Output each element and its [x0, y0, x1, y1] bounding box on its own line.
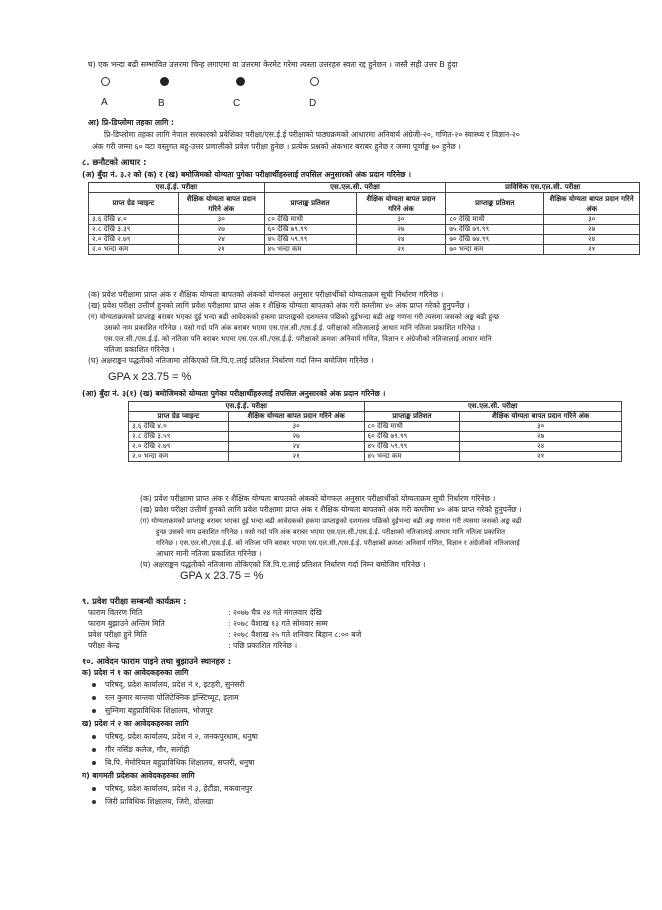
location-text: सुम्निमा बहुप्राविधिक शिक्षालय, भोजपुर: [105, 706, 213, 715]
gpa-formula: GPA x 23.75 = %: [108, 371, 192, 383]
list-item: [92, 758, 255, 768]
option-label-b: B: [158, 98, 165, 109]
table-column-header: शैक्षिक योग्यता बापत प्रदान गरिने अंक: [178, 193, 264, 215]
table-cell: ७५ देखि ७९.९९: [446, 225, 544, 235]
table-cell: ६० देखि ७९.९९: [264, 225, 356, 235]
table-cell: ७० भन्दा कम: [446, 245, 544, 255]
schedule-value: : पछि प्रकाशित गरिनेछ ।: [228, 641, 298, 650]
bullet-icon: [92, 800, 96, 804]
list-item: [92, 745, 189, 755]
table-cell: २७: [460, 432, 622, 442]
table-cell: ६० देखि ७९.९९: [364, 432, 460, 442]
table-group-header: एस.ई.ई. परीक्षा: [129, 402, 365, 412]
table-cell: २४: [544, 235, 640, 245]
note-line: (घ) अक्षराङ्कन पद्धतीको नतिजामा तोकिएको जि.पि.ए.लाई प्रतिशत निर्धारण गर्दा निम्न बमोजिम गरिनेछ ।: [88, 356, 374, 365]
province-heading: क) प्रदेश नं १ का आवेदकहरुका लागि: [82, 668, 189, 677]
schedule-value: : २०७८ वैशाख १३ गते सोमवार सम्म: [228, 619, 328, 628]
schedule-label: प्रवेश परीक्षा हुने मिति: [88, 630, 147, 639]
bullet-icon: [92, 748, 96, 752]
table-group-header: एस.एल.सी. परीक्षा: [264, 183, 446, 193]
note-line: एस.एल.सी./एस.ई.ई. को नतिजा पनि बराबर भएमा एस.एल.सी./एस.ई.ई. परीक्षाको क्रमशः अनिवार्य गणित, विज्ञान र अंग्रेजीको नतिजालाई आधार मानि: [104, 334, 492, 343]
note-line: (ख) प्रवेश परीक्षा उत्तीर्ण हुनको लागि प्रवेश परीक्षामा प्राप्त अंक र शैक्षिक योग्यता बापतको अंक गरी कम्तीमा ४० अंक प्राप्त गरेको हुनुपर्नेछ ।: [88, 301, 470, 310]
list-item: [92, 732, 258, 742]
table-column-header: शैक्षिक योग्यता बापत प्रदान गरिने अंक: [544, 193, 640, 215]
table-cell: २१: [228, 452, 364, 462]
location-text: परिषद्, प्रदेश कार्यालय, प्रदेश नं २, जनकपुरधाम, धनुषा: [105, 732, 258, 741]
note-line: आधार मानी नतिजा प्रकाशित गरिनेछ ।: [156, 549, 262, 558]
province-heading: ग) बागमती प्रदेशका आवेदकहरुका लागि: [82, 771, 195, 780]
list-item: [92, 797, 213, 807]
table-cell: ३.६ देखि ४.०: [129, 422, 229, 432]
option-label-d: D: [309, 98, 317, 109]
schedule-row: [88, 641, 297, 651]
schedule-label: परीक्षा केन्द्र: [88, 641, 120, 650]
table-column-header: शैक्षिक योग्यता बापत प्रदान गरिने अंक: [356, 193, 446, 215]
table-cell: २४: [460, 442, 622, 452]
table-cell: २१: [460, 452, 622, 462]
note-line: (ग) योग्यताक्रमको प्राप्ताङ्क बराबर भएका दुई भन्दा बढी आवेदकको हकमा प्राप्ताङ्कको दशमलव पछिको दुईभन्दा बढी अङ्क गणना गरी त्यसमा जसको अङ्क बढी हुन्छ: [88, 312, 500, 321]
table-column-header: प्राप्त ग्रेड प्वाइन्ट: [89, 193, 179, 215]
table-cell: ४५ देखि ५९.९९: [264, 235, 356, 245]
note-line: नतिजा प्रकाशित गरिनेछ ।: [104, 345, 175, 354]
bullet-icon: [92, 696, 96, 700]
table-cell: २१: [178, 245, 264, 255]
option-circle-c: [236, 77, 245, 86]
table-row: [129, 422, 622, 432]
pre-diploma-text: प्रि-डिप्लोमा तहका लागि नेपाल सरकारको प्रवेशिका परीक्षा/एस.ई.ई परीक्षाको पाठ्यक्रमको आधारमा अनिवार्य अंग्रेजी-२०, गणित-२० स्वास्थ्य र विज्ञान-२०: [104, 130, 520, 139]
table-column-header: प्राप्त ग्रेड प्वाइन्ट: [129, 412, 229, 422]
pre-diploma-heading: आ) प्रि-डिप्लोमा तहका लागि :: [88, 118, 174, 127]
table-cell: ३०: [178, 215, 264, 225]
table-cell: ८० देखि माथी: [446, 215, 544, 225]
note-line: (घ) अक्षराङ्कन पद्धतीको नतिजामा तोकिएको जि.पि.ए.लाई प्रतिशत निर्धारण गर्दा निम्न बमोजिम गरिनेछ ।: [140, 560, 426, 569]
location-text: बि.पि. मेमोरियल बहुप्राविधिक शिक्षालय, सप्तरी, धनुषा: [105, 758, 255, 767]
province-heading: ख) प्रदेश नं २ का आवेदकहरुका लागि: [82, 719, 189, 728]
marks-table-b: [128, 401, 622, 462]
table-cell: ३०: [228, 422, 364, 432]
option-label-c: C: [233, 98, 241, 109]
section-8a-heading: (अ) बुँदा नं. ३.२ को (क) र (ख) बमोजिमको योग्यता पुगेका परीक्षार्थीहरुलाई तपसिल अनुसारको अंक प्रदान गरिनेछ ।: [82, 170, 411, 179]
table-row: [129, 432, 622, 442]
table-cell: २७: [228, 432, 364, 442]
table-cell: २.० देखि २.७९: [89, 235, 179, 245]
section-8b-heading: (आ) बुँदा नं. ३(१) (ख) बमोजिमको योग्यता पुगेका परीक्षार्थीहरुलाई तपसिल अनुसारको अंक प्रदान गरिनेछ ।: [82, 389, 386, 398]
table-cell: २४: [356, 235, 446, 245]
table-column-header: प्राप्ताङ्क प्रतिशत: [446, 193, 544, 215]
list-item: [92, 784, 252, 794]
table-row: [89, 245, 640, 255]
table-cell: ७० देखि ७४.९९: [446, 235, 544, 245]
schedule-row: [88, 630, 361, 640]
marks-table-a: [88, 182, 640, 255]
table-row: [129, 452, 622, 462]
bullet-icon: [92, 683, 96, 687]
table-cell: ३.६ देखि ४.०: [89, 215, 179, 225]
table-column-header: प्राप्ताङ्क प्रतिशत: [264, 193, 356, 215]
schedule-row: [88, 619, 328, 629]
table-cell: २१: [544, 245, 640, 255]
note-line: हुन्छ उसको नाम प्रकाशित गरिनेछ । यसो गर्दा पनि अंक बराबर भएमा एस.एल.सी./एस.ई.ई. परीक्षाको नतिजालाई आधार मानि नतिजा प्रकाशित: [156, 528, 506, 536]
note-line: उसको नाम प्रकाशित गरिनेछ । यसो गर्दा पनि अंक बराबर भएमा एस.एल.सी./एस.ई.ई. परीक्षाको नतिजालाई आधार मानि नतिजा प्रकाशित गरिनेछ ।: [104, 323, 481, 332]
table-cell: ८० देखि माथी: [264, 215, 356, 225]
schedule-value: : २०७८ वैशाख २५ गते शनिवार बिहान ८:०० बजे: [228, 630, 362, 639]
table-cell: २४: [178, 235, 264, 245]
table-row: [89, 225, 640, 235]
note-line: गरिनेछ । एस.एल.सी./एस.ई.ई. को नतिजा पनि बराबर भएमा एस.एल.सी./एस.ई.ई. परीक्षाको क्रमशः अनिवार्य गणित, विज्ञान र अंग्रेजीको नतिजालाई: [156, 539, 520, 547]
table-cell: २.० देखि २.७९: [129, 442, 229, 452]
schedule-value: : २०७७ चैत्र २४ गते मंगलवार देखि: [228, 608, 322, 617]
list-item: [92, 693, 239, 703]
note-line: (ग) योग्यताक्रमको प्राप्ताङ्क बराबर भएका दुई भन्दा बढी आवेदकको हकमा प्राप्ताङ्कको दशमलव पछिको दुईभन्दा बढी अङ्क गणना गरी त्यसमा जसको अङ्क बढी: [140, 517, 522, 525]
table-cell: २७: [544, 225, 640, 235]
table-column-header: प्राप्ताङ्क प्रतिशत: [364, 412, 460, 422]
table-group-header: एस.ई.ई. परीक्षा: [89, 183, 265, 193]
location-text: जिरी प्राविधिक शिक्षालय, जिरी, दोलखा: [105, 797, 214, 806]
location-text: परिषद्, प्रदेश कार्यालय, प्रदेश नं ३, हेटौंडा, मकवानपुर: [105, 784, 253, 793]
table-cell: ४५ देखि ५९.९९: [364, 442, 460, 452]
pre-diploma-text: अंक गरी जम्मा ६० वटा वस्तुगत बहु-उत्तर प्रणालीको प्रवेश परीक्षा हुनेछ । प्रत्येक प्रश्नको अंकभार बराबर हुनेछ र जम्मा पूर्णाङ्क ७० हुनेछ ।: [92, 142, 461, 151]
option-circle-d: [310, 77, 319, 86]
schedule-label: फाराम बुझाउने अन्तिम मिति: [88, 619, 165, 628]
table-cell: ३०: [544, 215, 640, 225]
table-cell: ४५ भन्दा कम: [364, 452, 460, 462]
table-cell: ३०: [356, 215, 446, 225]
table-cell: २७: [356, 225, 446, 235]
option-label-a: A: [101, 97, 108, 108]
bullet-icon: [92, 761, 96, 765]
gpa-formula: GPA x 23.75 = %: [180, 570, 264, 582]
location-text: गौर नर्सिङ कलेज, गौर, सर्लाही: [105, 745, 190, 754]
note-line: (क) प्रवेश परीक्षामा प्राप्त अंक र शैक्षिक योग्यता बापतको अंकको योगफल अनुसार परीक्षार्थीको योग्यताक्रम सूची निर्धारण गरिनेछ ।: [88, 290, 444, 299]
table-cell: २.० भन्दा कम: [89, 245, 179, 255]
location-text: रत्न कुमार बान्तवा पोलिटेक्निक इन्स्टिच्यूट, इलाम: [105, 693, 239, 702]
table-cell: २.० भन्दा कम: [129, 452, 229, 462]
table-cell: २४: [228, 442, 364, 452]
table-cell: २१: [356, 245, 446, 255]
section-9-heading: ९. प्रवेश परीक्षा सम्बन्धी कार्यक्रम :: [82, 596, 187, 606]
section-8-heading: ८. छनौटको आधार :: [82, 157, 147, 167]
note-line: (क) प्रवेश परीक्षामा प्राप्त अंक र शैक्षिक योग्यता बापतको अंकको योगफल अनुसार परीक्षार्थीको योग्यताक्रम सूची निर्धारण गरिनेछ ।: [140, 494, 496, 503]
table-cell: २.८ देखि ३.५९: [129, 432, 229, 442]
section-10-heading: १०. आवेदन फाराम पाइने तथा बुझाउने स्थानहरु :: [82, 656, 231, 666]
table-row: [89, 215, 640, 225]
bullet-icon: [92, 709, 96, 713]
note-line: (ख) प्रवेश परीक्षा उत्तीर्ण हुनको लागि प्रवेश परीक्षामा प्राप्त अंक र शैक्षिक योग्यता बापतको अंक गरी कम्तीमा ४० अंक प्राप्त गरेको हुनुपर्नेछ ।: [140, 505, 522, 514]
table-group-header: प्राविधिक एस.एल.सी. परीक्षा: [446, 183, 640, 193]
table-group-header: एस.एल.सी. परीक्षा: [364, 402, 621, 412]
table-column-header: शैक्षिक योग्यता बापत प्रदान गरिने अंक: [228, 412, 364, 422]
list-item: [92, 680, 245, 690]
table-cell: ३०: [460, 422, 622, 432]
location-text: परिषद्, प्रदेश कार्यालय, प्रदेश नं १, इटहरी, सुनसरी: [105, 680, 245, 689]
table-column-header: शैक्षिक योग्यता बापत प्रदान गरिने अंक: [460, 412, 622, 422]
option-instruction: घ) एक भन्दा बढी सम्भावित उत्तरमा चिन्ह लगाएमा वा उत्तरमा केरमेट गरेमा त्यस्ता उत्तरहरु स्वतः रद्द हुनेछन । जस्तै सही उत्तर B हुंदा: [88, 60, 458, 69]
table-row: [89, 235, 640, 245]
option-circle-a: [101, 77, 110, 86]
table-cell: २.८ देखि ३.३९: [89, 225, 179, 235]
table-row: [129, 442, 622, 452]
schedule-label: फाराम वितरण मिति: [88, 608, 143, 617]
bullet-icon: [92, 735, 96, 739]
schedule-row: [88, 608, 322, 618]
table-cell: ८० देखि माथी: [364, 422, 460, 432]
option-circle-b: [160, 77, 169, 86]
table-cell: २७: [178, 225, 264, 235]
table-cell: ४५ भन्दा कम: [264, 245, 356, 255]
bullet-icon: [92, 787, 96, 791]
list-item: [92, 706, 213, 716]
